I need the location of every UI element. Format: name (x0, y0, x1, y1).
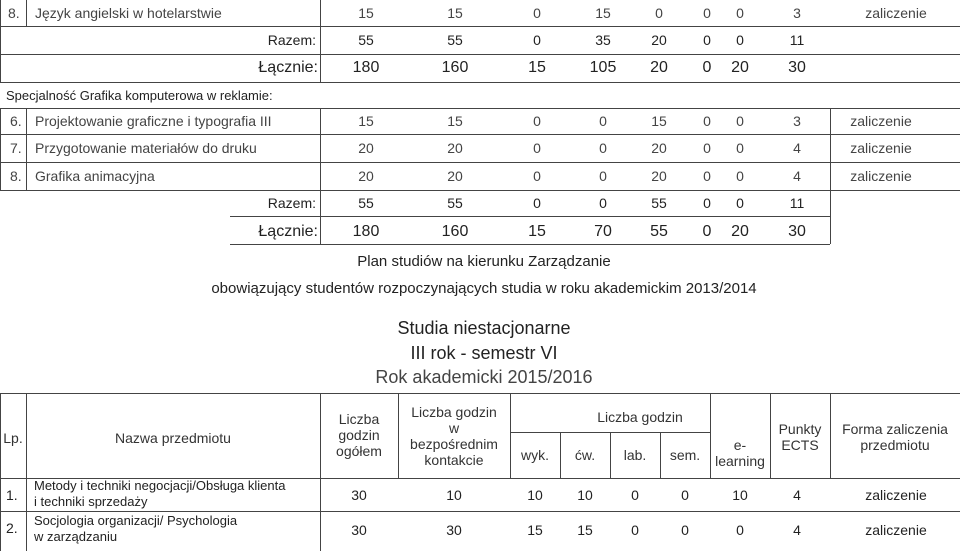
summary-value: 11 (789, 32, 805, 48)
row-value: 0 (681, 522, 689, 538)
header-cw: ćw. (574, 447, 596, 463)
grid-line (320, 108, 321, 190)
row-value: 0 (655, 5, 663, 21)
row-value: 10 (577, 487, 593, 503)
summary-value: 30 (788, 59, 806, 76)
summary-value: 0 (533, 195, 541, 211)
study-mode: Studia niestacjonarne (397, 318, 571, 338)
summary-label: Łącznie: (258, 223, 318, 240)
header-form: Forma zaliczenia przedmiotu (842, 421, 948, 453)
row-value: 30 (446, 522, 462, 538)
row-value: 30 (351, 522, 367, 538)
row-value: 20 (447, 140, 463, 156)
summary-value: 55 (650, 223, 668, 240)
summary-value: 0 (703, 32, 711, 48)
summary-label: Łącznie: (258, 59, 318, 76)
specialty-label: Specjalność Grafika komputerowa w reklamie: (6, 88, 273, 103)
row-value: 15 (358, 5, 374, 21)
row-value: 10 (446, 487, 462, 503)
row-value: 0 (599, 168, 607, 184)
row-value: 3 (793, 5, 801, 21)
summary-value: 55 (358, 195, 374, 211)
summary-value: 0 (599, 195, 607, 211)
row-value: 15 (358, 113, 374, 129)
row-form: zaliczenie (850, 168, 912, 184)
grid-line (0, 108, 1, 190)
header-wyk: wyk. (521, 447, 549, 463)
row-value: 0 (533, 140, 541, 156)
header-elearning: e- learning (715, 437, 765, 469)
grid-line (0, 393, 1, 551)
summary-value: 0 (736, 32, 744, 48)
summary-value: 20 (651, 32, 667, 48)
row-name: w zarządzaniu (34, 529, 118, 544)
year-semester: III rok - semestr VI (410, 343, 558, 363)
header-lab: lab. (623, 447, 647, 463)
summary-value: 20 (731, 59, 749, 76)
summary-value: 105 (589, 59, 617, 76)
summary-label: Razem: (267, 195, 316, 211)
grid-line (510, 393, 511, 478)
plan-subtitle: obowiązujący studentów rozpoczynających studia w roku akademickim 2013/2014 (211, 280, 757, 297)
summary-label: Razem: (267, 32, 316, 48)
summary-value: 160 (441, 223, 469, 240)
row-value: 0 (736, 168, 744, 184)
row-value: 4 (793, 140, 801, 156)
grid-line (0, 0, 1, 82)
row-lp: 1. (6, 487, 18, 503)
row-value: 0 (703, 113, 711, 129)
summary-value: 11 (789, 195, 805, 211)
row-value: 0 (703, 168, 711, 184)
row-value: 30 (351, 487, 367, 503)
row-form: zaliczenie (850, 113, 912, 129)
grid-line (0, 393, 960, 394)
row-name: i techniki sprzedaży (34, 494, 148, 509)
row-value: 15 (595, 5, 611, 21)
row-value: 0 (631, 487, 639, 503)
row-value: 0 (703, 140, 711, 156)
summary-value: 35 (595, 32, 611, 48)
row-name: Grafika animacyjna (35, 168, 155, 184)
header-ects: Punkty ECTS (778, 421, 822, 453)
row-value: 0 (703, 5, 711, 21)
plan-title: Plan studiów na kierunku Zarządzanie (357, 253, 611, 270)
row-value: 3 (793, 113, 801, 129)
grid-line (0, 26, 960, 27)
summary-value: 0 (702, 223, 712, 240)
row-value: 0 (533, 5, 541, 21)
row-name: Projektowanie graficzne i typografia III (35, 113, 272, 129)
row-lp: 8. (8, 5, 20, 21)
academic-year: Rok akademicki 2015/2016 (375, 367, 593, 387)
row-form: zaliczenie (865, 522, 927, 538)
summary-value: 20 (650, 59, 668, 76)
summary-value: 0 (736, 195, 744, 211)
row-name: Język angielski w hotelarstwie (35, 5, 222, 21)
summary-value: 55 (447, 195, 463, 211)
summary-value: 0 (533, 32, 541, 48)
summary-value: 0 (702, 59, 712, 76)
grid-line (0, 54, 960, 55)
grid-line (0, 511, 960, 512)
row-value: 0 (533, 113, 541, 129)
row-lp: 8. (10, 168, 22, 184)
grid-line (0, 162, 960, 163)
row-value: 20 (358, 168, 374, 184)
grid-line (0, 134, 960, 135)
row-lp: 2. (6, 520, 18, 536)
grid-line (830, 108, 831, 190)
summary-value: 0 (703, 195, 711, 211)
summary-value: 20 (731, 223, 749, 240)
row-value: 15 (447, 113, 463, 129)
grid-line (830, 190, 831, 244)
header-direct-hours: Liczba godzin w bezpośrednim kontakcie (410, 404, 498, 468)
row-value: 20 (358, 140, 374, 156)
summary-value: 55 (358, 32, 374, 48)
row-value: 0 (599, 113, 607, 129)
row-value: 15 (577, 522, 593, 538)
row-value: 10 (527, 487, 543, 503)
row-value: 0 (736, 140, 744, 156)
row-value: 20 (651, 140, 667, 156)
row-value: 0 (736, 113, 744, 129)
row-value: 4 (793, 487, 801, 503)
row-value: 4 (793, 168, 801, 184)
row-form: zaliczenie (865, 487, 927, 503)
row-form: zaliczenie (850, 140, 912, 156)
grid-line (26, 108, 27, 190)
row-lp: 6. (10, 113, 22, 129)
header-name: Nazwa przedmiotu (115, 430, 231, 446)
grid-line (230, 244, 830, 245)
summary-value: 30 (788, 223, 806, 240)
row-value: 10 (732, 487, 748, 503)
grid-line (26, 0, 27, 26)
row-name: Przygotowanie materiałów do druku (35, 140, 257, 156)
row-value: 20 (651, 168, 667, 184)
row-value: 15 (651, 113, 667, 129)
summary-value: 15 (528, 59, 546, 76)
summary-value: 180 (352, 59, 380, 76)
summary-value: 180 (352, 223, 380, 240)
grid-line (320, 190, 321, 244)
header-sem: sem. (669, 447, 701, 463)
row-name: Metody i techniki negocjacji/Obsługa klienta (34, 478, 286, 493)
row-value: 0 (681, 487, 689, 503)
summary-value: 70 (594, 223, 612, 240)
row-value: 0 (736, 5, 744, 21)
summary-value: 55 (447, 32, 463, 48)
row-value: 20 (447, 168, 463, 184)
grid-line (0, 82, 960, 83)
row-lp: 7. (10, 140, 22, 156)
header-lp: Lp. (3, 430, 23, 446)
summary-value: 55 (651, 195, 667, 211)
grid-line (0, 190, 960, 191)
header-hours-group: Liczba godzin (597, 409, 683, 425)
grid-line (0, 108, 960, 109)
row-value: 0 (599, 140, 607, 156)
summary-value: 160 (441, 59, 469, 76)
grid-line (320, 0, 321, 82)
row-value: 15 (527, 522, 543, 538)
row-value: 15 (447, 5, 463, 21)
header-total-hours: Liczba godzin ogółem (336, 411, 382, 459)
row-value: 0 (533, 168, 541, 184)
row-value: 0 (631, 522, 639, 538)
row-value: 4 (793, 522, 801, 538)
row-name: Socjologia organizacji/ Psychologia (34, 513, 238, 528)
grid-line (26, 393, 27, 551)
summary-value: 15 (528, 223, 546, 240)
row-form: zaliczenie (865, 5, 927, 21)
row-value: 0 (736, 522, 744, 538)
